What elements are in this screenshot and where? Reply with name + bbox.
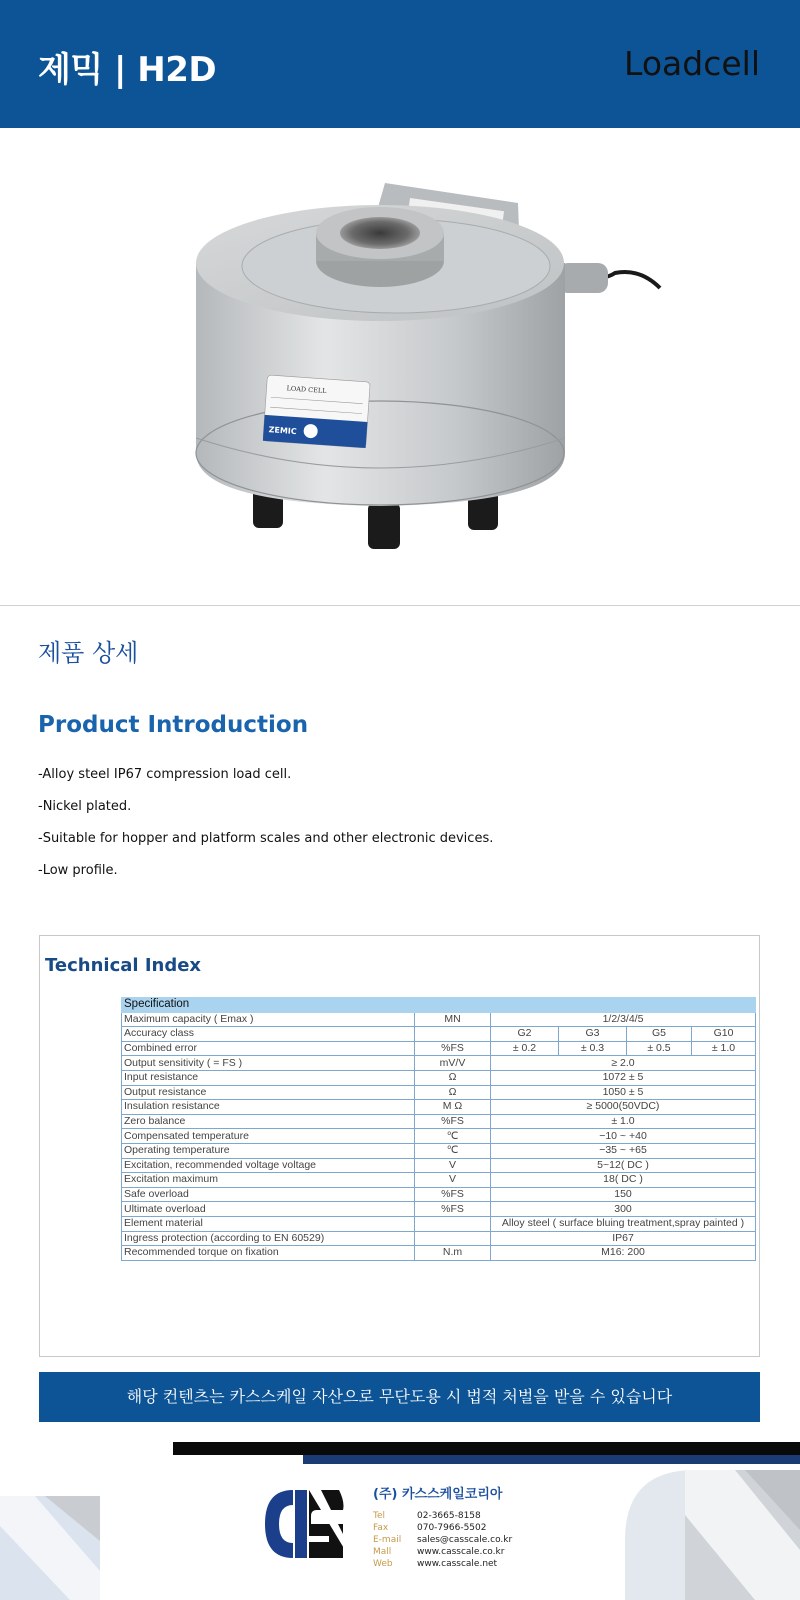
intro-item: -Suitable for hopper and platform scales and other electronic devices. (38, 831, 494, 846)
spec-name: Excitation maximum (122, 1173, 415, 1188)
spec-value: −35 ~ +65 (491, 1143, 756, 1158)
spec-unit (415, 1027, 491, 1042)
product-category: Loadcell (624, 44, 760, 83)
table-row (122, 1070, 756, 1085)
spec-name: Accuracy class (122, 1027, 415, 1042)
table-row (122, 1027, 756, 1042)
spec-name: Ultimate overload (122, 1202, 415, 1217)
spec-value: 300 (491, 1202, 756, 1217)
spec-unit: N.m (415, 1246, 491, 1261)
contact-row-fax (373, 1522, 512, 1534)
spec-name: Compensated temperature (122, 1129, 415, 1144)
spec-name: Element material (122, 1216, 415, 1231)
spec-unit: MN (415, 1012, 491, 1027)
spec-header-cell: Specification (122, 998, 756, 1013)
spec-value: 1072 ± 5 (491, 1070, 756, 1085)
spec-grade: G2 (491, 1027, 559, 1042)
spec-value: 5~12( DC ) (491, 1158, 756, 1173)
company-info (373, 1483, 512, 1570)
spec-value: ± 1.0 (491, 1114, 756, 1129)
spec-name: Insulation resistance (122, 1100, 415, 1115)
spec-name: Excitation, recommended voltage voltage (122, 1158, 415, 1173)
spec-name: Combined error (122, 1041, 415, 1056)
spec-value: IP67 (491, 1231, 756, 1246)
spec-name: Operating temperature (122, 1143, 415, 1158)
table-row (122, 1085, 756, 1100)
spec-unit: ℃ (415, 1129, 491, 1144)
spec-unit: Ω (415, 1085, 491, 1100)
contact-row-email (373, 1534, 512, 1546)
contact-label: Fax (373, 1523, 389, 1533)
page-header (0, 0, 800, 128)
spec-name: Recommended torque on fixation (122, 1246, 415, 1261)
intro-section-title: Product Introduction (38, 712, 309, 738)
spec-grade: ± 0.3 (559, 1041, 627, 1056)
table-row (122, 1129, 756, 1144)
table-row (122, 1012, 756, 1027)
contact-label: Tel (373, 1511, 386, 1521)
product-brand-title: 제믹 | H2D (38, 50, 217, 90)
spec-value: ≥ 2.0 (491, 1056, 756, 1071)
spec-table-header (122, 998, 756, 1013)
intro-item: -Nickel plated. (38, 799, 132, 814)
contact-label: Mall (373, 1547, 392, 1557)
spec-unit: V (415, 1158, 491, 1173)
contact-value: www.casscale.co.kr (417, 1547, 505, 1557)
spec-grade: ± 0.5 (627, 1041, 692, 1056)
spec-table (121, 997, 756, 1261)
footer-stripe-navy (303, 1455, 800, 1464)
spec-unit: Ω (415, 1070, 491, 1085)
contact-value: 02-3665-8158 (417, 1511, 481, 1521)
load-cell-image (0, 128, 800, 606)
spec-unit: ℃ (415, 1143, 491, 1158)
spec-unit (415, 1216, 491, 1231)
spec-grade: G5 (627, 1027, 692, 1042)
contact-label: Web (373, 1559, 393, 1569)
table-row (122, 1246, 756, 1261)
table-row (122, 1173, 756, 1188)
table-row (122, 1041, 756, 1056)
spec-value: −10 ~ +40 (491, 1129, 756, 1144)
spec-unit: M Ω (415, 1100, 491, 1115)
spec-unit (415, 1231, 491, 1246)
table-row (122, 1114, 756, 1129)
spec-name: Ingress protection (according to EN 60529) (122, 1231, 415, 1246)
contact-row-mall (373, 1546, 512, 1558)
spec-grade: ± 1.0 (692, 1041, 756, 1056)
table-row (122, 1100, 756, 1115)
spec-unit: %FS (415, 1114, 491, 1129)
detail-section-title: 제품 상세 (38, 639, 139, 667)
spec-value: 1/2/3/4/5 (491, 1012, 756, 1027)
spec-unit: %FS (415, 1041, 491, 1056)
technical-index-panel (39, 935, 760, 1357)
spec-value: M16: 200 (491, 1246, 756, 1261)
table-row (122, 1202, 756, 1217)
spec-unit: %FS (415, 1202, 491, 1217)
table-row (122, 1187, 756, 1202)
spec-grade: ± 0.2 (491, 1041, 559, 1056)
spec-value: ≥ 5000(50VDC) (491, 1100, 756, 1115)
contact-value: 070-7966-5502 (417, 1523, 487, 1533)
intro-item: -Alloy steel IP67 compression load cell. (38, 767, 292, 782)
label-brand-text: ZEMIC (268, 425, 297, 437)
table-row (122, 1216, 756, 1231)
spec-name: Input resistance (122, 1070, 415, 1085)
spec-unit: V (415, 1173, 491, 1188)
intro-list (38, 766, 738, 894)
spec-unit: %FS (415, 1187, 491, 1202)
spec-grade: G3 (559, 1027, 627, 1042)
spec-name: Maximum capacity ( Emax ) (122, 1012, 415, 1027)
label-plate-text: LOAD CELL (286, 384, 327, 396)
spec-value: Alloy steel ( surface bluing treatment,spray painted ) (491, 1216, 756, 1231)
spec-name: Output resistance (122, 1085, 415, 1100)
contact-label: E-mail (373, 1535, 402, 1545)
footer-decor-right (625, 1470, 800, 1600)
spec-name: Zero balance (122, 1114, 415, 1129)
technical-index-title: Technical Index (45, 955, 202, 976)
product-image-area (0, 128, 800, 606)
contact-row-web (373, 1558, 512, 1570)
contact-row-tel (373, 1510, 512, 1522)
table-row (122, 1158, 756, 1173)
company-logo-icon (265, 1488, 345, 1560)
company-name: (주) 카스스케일코리아 (373, 1487, 503, 1502)
table-row (122, 1143, 756, 1158)
spec-name: Safe overload (122, 1187, 415, 1202)
table-row (122, 1231, 756, 1246)
spec-value: 18( DC ) (491, 1173, 756, 1188)
footer-decor-left (0, 1496, 100, 1600)
spec-value: 150 (491, 1187, 756, 1202)
intro-item: -Low profile. (38, 863, 118, 878)
footer-stripe-black (173, 1442, 800, 1455)
table-row (122, 1056, 756, 1071)
contact-value: sales@casscale.co.kr (417, 1535, 513, 1545)
spec-name: Output sensitivity ( = FS ) (122, 1056, 415, 1071)
spec-value: 1050 ± 5 (491, 1085, 756, 1100)
contact-value: www.casscale.net (417, 1559, 498, 1569)
spec-grade: G10 (692, 1027, 756, 1042)
spec-unit: mV/V (415, 1056, 491, 1071)
copyright-notice: 해당 컨텐츠는 카스스케일 자산으로 무단도용 시 법적 처벌을 받을 수 있습니다 (39, 1372, 760, 1422)
